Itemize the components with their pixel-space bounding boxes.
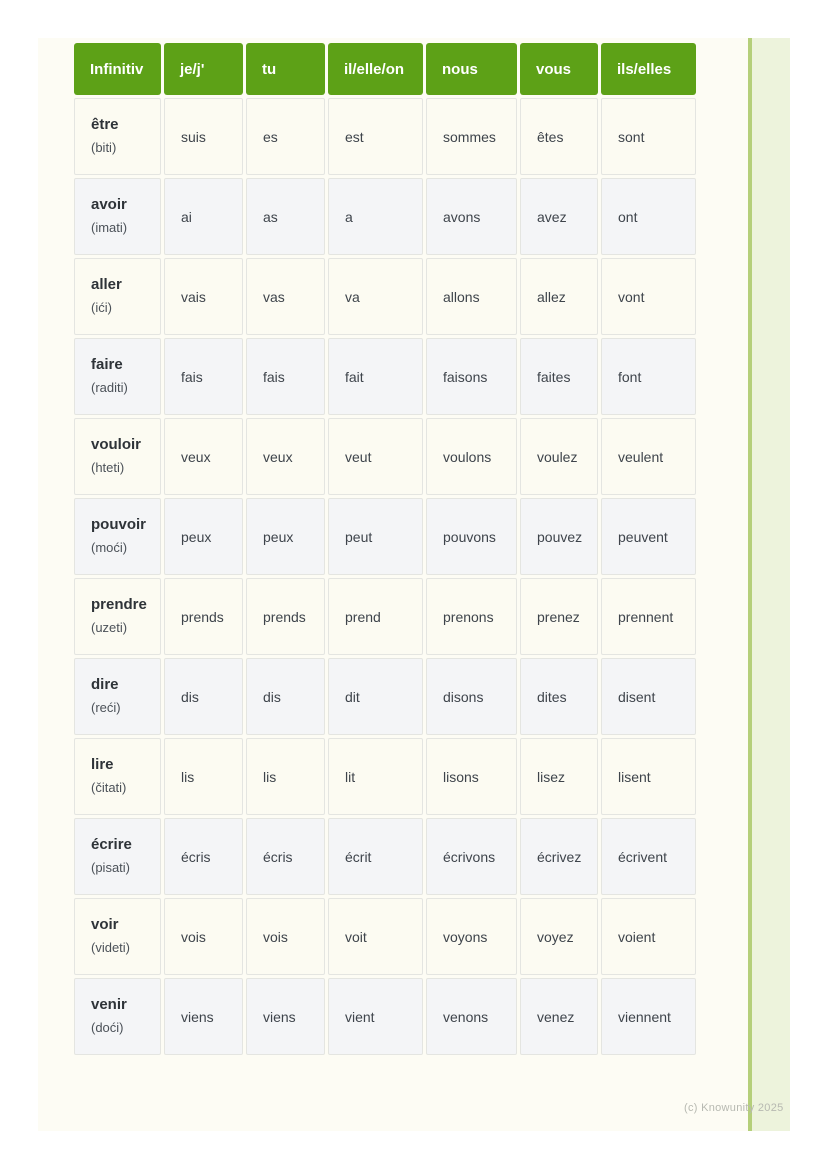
- conjugation-cell-nous: avons: [426, 178, 517, 255]
- header-cell-infinitiv: Infinitiv: [74, 43, 161, 95]
- conjugation-cell-nous: disons: [426, 658, 517, 735]
- conjugation-cell-je: ai: [164, 178, 243, 255]
- header-cell-il-elle-on: il/elle/on: [328, 43, 423, 95]
- conjugation-cell-je: lis: [164, 738, 243, 815]
- conjugation-cell-tu: veux: [246, 418, 325, 495]
- page-edge-stripe: [748, 38, 790, 1131]
- conjugation-cell-nous: voyons: [426, 898, 517, 975]
- conjugation-cell-il-elle-on: va: [328, 258, 423, 335]
- verb-cell: [74, 98, 161, 175]
- table-row: [74, 338, 696, 415]
- conjugation-cell-nous: prenons: [426, 578, 517, 655]
- conjugation-cell-vous: écrivez: [520, 818, 598, 895]
- conjugation-cell-il-elle-on: voit: [328, 898, 423, 975]
- verb-cell: [74, 818, 161, 895]
- verb-infinitive: aller: [91, 276, 122, 293]
- conjugation-cell-il-elle-on: écrit: [328, 818, 423, 895]
- table-row: [74, 738, 696, 815]
- conjugation-cell-vous: lisez: [520, 738, 598, 815]
- verb-cell: [74, 578, 161, 655]
- conjugation-cell-tu: peux: [246, 498, 325, 575]
- verb-infinitive: avoir: [91, 196, 127, 213]
- conjugation-cell-tu: viens: [246, 978, 325, 1055]
- document-page: [38, 38, 790, 1131]
- conjugation-cell-vous: allez: [520, 258, 598, 335]
- conjugation-cell-nous: allons: [426, 258, 517, 335]
- table-row: [74, 98, 696, 175]
- verb-cell: [74, 498, 161, 575]
- conjugation-cell-ils-elles: font: [601, 338, 696, 415]
- verb-cell: [74, 258, 161, 335]
- conjugation-cell-vous: faites: [520, 338, 598, 415]
- verb-cell: [74, 418, 161, 495]
- conjugation-cell-tu: dis: [246, 658, 325, 735]
- table-body: [74, 98, 696, 1055]
- conjugation-cell-tu: as: [246, 178, 325, 255]
- verb-infinitive: venir: [91, 996, 127, 1013]
- conjugation-cell-ils-elles: veulent: [601, 418, 696, 495]
- verb-infinitive: prendre: [91, 596, 147, 613]
- header-cell-nous: nous: [426, 43, 517, 95]
- header-cell-tu: tu: [246, 43, 325, 95]
- verb-translation: (ići): [91, 300, 112, 315]
- verb-cell: [74, 898, 161, 975]
- conjugation-cell-vous: pouvez: [520, 498, 598, 575]
- table-row: [74, 898, 696, 975]
- conjugation-cell-tu: vois: [246, 898, 325, 975]
- verb-translation: (pisati): [91, 860, 131, 875]
- conjugation-cell-nous: lisons: [426, 738, 517, 815]
- verb-infinitive: pouvoir: [91, 516, 146, 533]
- table-row: [74, 178, 696, 255]
- verb-translation: (moći): [91, 540, 128, 555]
- conjugation-cell-je: veux: [164, 418, 243, 495]
- verb-infinitive: dire: [91, 676, 119, 693]
- table-row: [74, 978, 696, 1055]
- conjugation-cell-vous: voyez: [520, 898, 598, 975]
- conjugation-cell-tu: fais: [246, 338, 325, 415]
- conjugation-cell-il-elle-on: peut: [328, 498, 423, 575]
- copyright-notice: (c) Knowunity 2025: [684, 1102, 784, 1114]
- table-header: [74, 43, 696, 95]
- conjugation-cell-vous: voulez: [520, 418, 598, 495]
- conjugation-cell-nous: sommes: [426, 98, 517, 175]
- conjugation-cell-ils-elles: peuvent: [601, 498, 696, 575]
- verb-cell: [74, 178, 161, 255]
- conjugation-cell-il-elle-on: prend: [328, 578, 423, 655]
- table-row: [74, 418, 696, 495]
- conjugation-cell-nous: voulons: [426, 418, 517, 495]
- header-cell-vous: vous: [520, 43, 598, 95]
- conjugation-cell-je: dis: [164, 658, 243, 735]
- conjugation-cell-vous: prenez: [520, 578, 598, 655]
- verb-translation: (uzeti): [91, 620, 128, 635]
- conjugation-cell-je: vois: [164, 898, 243, 975]
- conjugation-table: [71, 40, 699, 1058]
- conjugation-cell-nous: faisons: [426, 338, 517, 415]
- conjugation-cell-nous: écrivons: [426, 818, 517, 895]
- conjugation-cell-il-elle-on: vient: [328, 978, 423, 1055]
- conjugation-cell-tu: es: [246, 98, 325, 175]
- conjugation-cell-il-elle-on: a: [328, 178, 423, 255]
- verb-cell: [74, 738, 161, 815]
- table-row: [74, 818, 696, 895]
- verb-cell: [74, 978, 161, 1055]
- conjugation-cell-ils-elles: sont: [601, 98, 696, 175]
- verb-infinitive: être: [91, 116, 119, 133]
- header-row: [74, 43, 696, 95]
- conjugation-cell-ils-elles: disent: [601, 658, 696, 735]
- verb-infinitive: écrire: [91, 836, 132, 853]
- verb-translation: (videti): [91, 940, 131, 955]
- conjugation-cell-vous: êtes: [520, 98, 598, 175]
- verb-translation: (imati): [91, 220, 128, 235]
- conjugation-cell-ils-elles: lisent: [601, 738, 696, 815]
- conjugation-cell-je: viens: [164, 978, 243, 1055]
- conjugation-cell-vous: avez: [520, 178, 598, 255]
- verb-infinitive: voir: [91, 916, 119, 933]
- conjugation-cell-je: fais: [164, 338, 243, 415]
- verb-translation: (čitati): [91, 780, 127, 795]
- conjugation-cell-ils-elles: vont: [601, 258, 696, 335]
- conjugation-cell-vous: dites: [520, 658, 598, 735]
- verb-infinitive: lire: [91, 756, 114, 773]
- conjugation-cell-je: vais: [164, 258, 243, 335]
- conjugation-cell-je: écris: [164, 818, 243, 895]
- conjugation-cell-tu: écris: [246, 818, 325, 895]
- verb-translation: (reći): [91, 700, 121, 715]
- conjugation-cell-ils-elles: ont: [601, 178, 696, 255]
- conjugation-cell-il-elle-on: lit: [328, 738, 423, 815]
- verb-translation: (doći): [91, 1020, 124, 1035]
- table-row: [74, 578, 696, 655]
- verb-infinitive: faire: [91, 356, 123, 373]
- verb-cell: [74, 338, 161, 415]
- header-cell-je: je/j': [164, 43, 243, 95]
- conjugation-cell-tu: vas: [246, 258, 325, 335]
- conjugation-cell-il-elle-on: veut: [328, 418, 423, 495]
- verb-translation: (hteti): [91, 460, 125, 475]
- conjugation-cell-je: prends: [164, 578, 243, 655]
- conjugation-cell-il-elle-on: est: [328, 98, 423, 175]
- verb-translation: (raditi): [91, 380, 128, 395]
- conjugation-cell-tu: lis: [246, 738, 325, 815]
- conjugation-cell-il-elle-on: dit: [328, 658, 423, 735]
- conjugation-cell-ils-elles: voient: [601, 898, 696, 975]
- verb-cell: [74, 658, 161, 735]
- conjugation-cell-nous: pouvons: [426, 498, 517, 575]
- verb-infinitive: vouloir: [91, 436, 142, 453]
- table-row: [74, 258, 696, 335]
- conjugation-cell-ils-elles: écrivent: [601, 818, 696, 895]
- conjugation-cell-vous: venez: [520, 978, 598, 1055]
- verb-translation: (biti): [91, 140, 117, 155]
- conjugation-cell-je: peux: [164, 498, 243, 575]
- table-row: [74, 498, 696, 575]
- header-cell-ils-elles: ils/elles: [601, 43, 696, 95]
- conjugation-cell-il-elle-on: fait: [328, 338, 423, 415]
- conjugation-cell-tu: prends: [246, 578, 325, 655]
- conjugation-cell-je: suis: [164, 98, 243, 175]
- conjugation-cell-ils-elles: prennent: [601, 578, 696, 655]
- table-row: [74, 658, 696, 735]
- conjugation-cell-ils-elles: viennent: [601, 978, 696, 1055]
- conjugation-cell-nous: venons: [426, 978, 517, 1055]
